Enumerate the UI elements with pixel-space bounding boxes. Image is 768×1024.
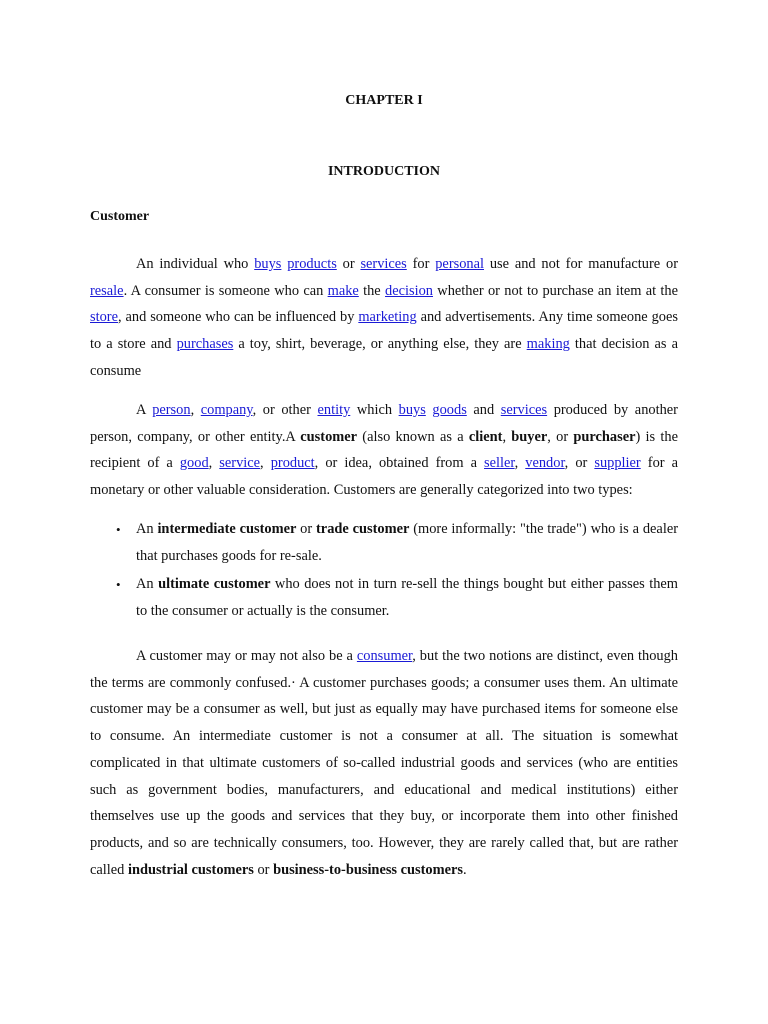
bold-term-purchaser: purchaser — [573, 428, 636, 445]
link-store[interactable]: store — [90, 309, 118, 326]
text: , or — [547, 428, 574, 445]
link-good[interactable]: good — [179, 455, 209, 472]
text: and advertisements. Any time someone goes to a store and — [90, 309, 678, 353]
link-buys[interactable]: buys — [254, 256, 282, 272]
link-purchases[interactable]: purchases — [176, 336, 234, 353]
paragraph-customer-definition — [90, 397, 678, 504]
bold-term-buyer: buyer — [511, 428, 548, 445]
introduction-heading: INTRODUCTION — [327, 164, 440, 179]
text: . — [462, 861, 467, 878]
text: which — [350, 402, 399, 418]
link-company[interactable]: company — [200, 402, 253, 418]
text: (also known as a — [357, 428, 469, 445]
link-marketing[interactable]: marketing — [358, 309, 417, 326]
text: for a monetary or other valuable consideration. Customers are generally categorized into two types: — [90, 455, 678, 499]
text: , but the two notions are distinct, even though the terms are commonly confused.· A customer purchases goods; a consumer uses them. An ultimate customer may be a consumer as well, but just as equally may have purchased items for someone else to consume. An intermediate customer is not a consumer at all. The situation is somewhat complicated in that ultimate customers of so-called industrial goods and services (who are entities such as government bodies, manufacturers, and educational and medical institutions) either themselves use up the goods and services that they buy, or incorporate them into other finished products, and so are technically consumers, too. However, they are rarely called that, but are rather called — [90, 648, 678, 878]
customer-types-list — [90, 516, 678, 626]
list-item-ultimate-customer — [90, 571, 678, 625]
bold-term-trade-customer: trade customer — [316, 521, 410, 537]
text: or — [296, 521, 317, 537]
text: , — [502, 428, 512, 445]
link-resale[interactable]: resale — [90, 282, 124, 299]
text: A — [136, 402, 153, 418]
link-make[interactable]: make — [327, 282, 359, 299]
text: An — [136, 576, 159, 592]
bold-term-intermediate-customer: intermediate customer — [157, 521, 297, 537]
link-services[interactable]: services — [360, 256, 407, 272]
text: , and someone who can be influenced by — [117, 309, 359, 326]
text: , — [260, 455, 271, 472]
text: (more informally: "the trade") who is a dealer that purchases goods for re-sale. — [136, 521, 679, 564]
link-entity[interactable]: entity — [317, 402, 351, 418]
text: , or idea, obtained from a — [314, 455, 485, 472]
text: . A consumer is someone who can — [123, 282, 328, 299]
link-service[interactable]: service — [219, 455, 261, 472]
bold-term-industrial-customers: industrial customers — [127, 861, 254, 878]
text: a toy, shirt, beverage, or anything else, they are — [233, 336, 527, 353]
text: or — [253, 861, 274, 878]
text: , or other — [252, 402, 318, 418]
link-goods[interactable]: goods — [432, 402, 467, 418]
bold-term-ultimate-customer: ultimate customer — [158, 576, 271, 592]
section-heading-customer: Customer — [90, 209, 150, 224]
link-supplier[interactable]: supplier — [594, 455, 641, 472]
paragraph-customer-vs-consumer — [90, 643, 678, 883]
bold-term-customer: customer — [300, 428, 358, 445]
link-seller[interactable]: seller — [484, 455, 515, 472]
text: , — [514, 455, 526, 472]
link-personal[interactable]: personal — [435, 256, 484, 272]
link-buys[interactable]: buys — [398, 402, 426, 418]
link-products[interactable]: products — [287, 256, 337, 272]
text: produced by another person, company, or other entity.A — [90, 402, 678, 445]
link-decision[interactable]: decision — [385, 282, 433, 299]
bullet-icon: • — [116, 577, 121, 592]
text: A customer may or may not also be a — [136, 648, 357, 664]
chapter-title: CHAPTER I — [345, 93, 423, 108]
bold-term-business-to-business-customers: business-to-business customers — [273, 861, 463, 878]
link-consumer[interactable]: consumer — [356, 648, 413, 664]
link-product[interactable]: product — [270, 455, 315, 472]
bullet-icon: • — [116, 522, 121, 537]
text: that decision as a consume — [90, 336, 678, 379]
text: , or — [564, 455, 595, 472]
text: who does not in turn re-sell the things bought but either passes them to the consumer or actually is the consumer. — [136, 576, 678, 619]
link-services[interactable]: services — [500, 402, 548, 418]
text: whether or not to purchase an item at the — [432, 282, 678, 299]
text: the — [358, 282, 386, 299]
text: An — [136, 521, 158, 537]
text: or — [336, 256, 361, 272]
text: for — [406, 256, 436, 272]
paragraph-consumer-definition — [90, 251, 678, 385]
link-vendor[interactable]: vendor — [525, 455, 565, 472]
text: use and not for manufacture or — [484, 256, 678, 272]
bold-term-client: client — [468, 428, 503, 445]
link-person[interactable]: person — [152, 402, 191, 418]
text: , — [190, 402, 201, 418]
link-making[interactable]: making — [526, 336, 570, 353]
list-item-intermediate-customer — [90, 516, 678, 570]
text: An individual who — [136, 256, 255, 272]
text: ) is the recipient of a — [90, 428, 678, 472]
text: and — [466, 402, 501, 418]
text: , — [208, 455, 220, 472]
